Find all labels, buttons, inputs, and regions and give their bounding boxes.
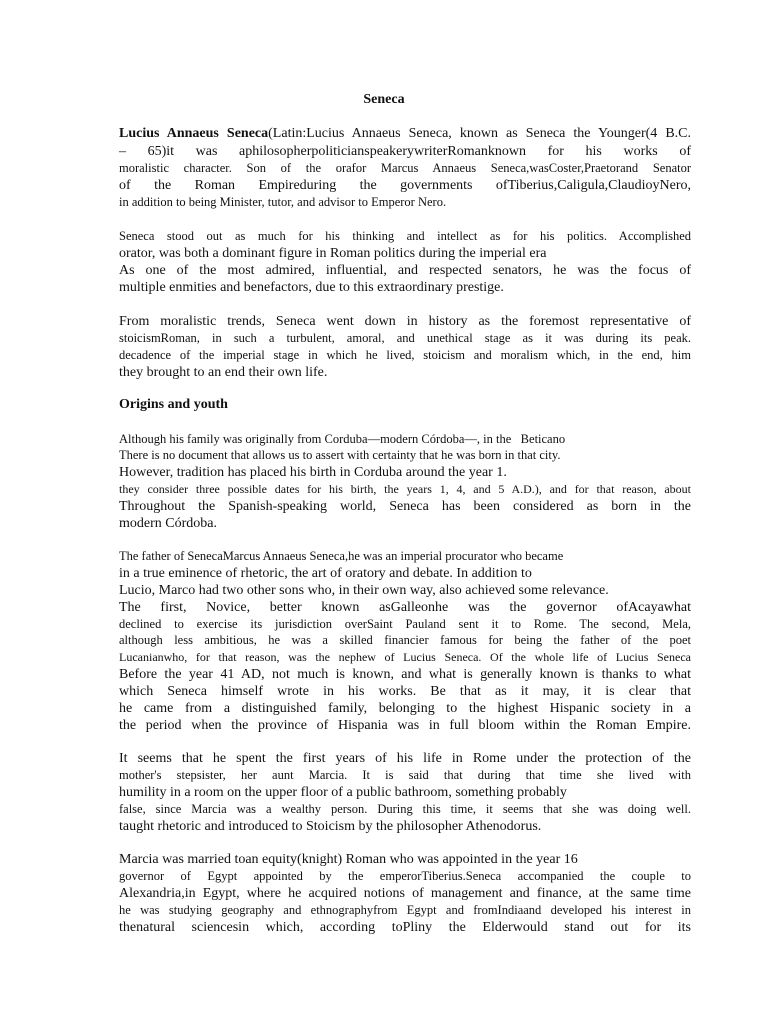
text-line: false, since Marcia was a wealthy person. During this time, it seems that she was doing well. <box>119 802 691 816</box>
text-line: Seneca stood out as much for his thinking and intellect as for his politics. Accomplished <box>119 229 691 243</box>
text-line: he came from a distinguished family, belonging to the highest Hispanic society in a <box>119 701 691 716</box>
text-line: in addition to being Minister, tutor, and advisor to Emperor Nero. <box>119 195 447 209</box>
text-line: decadence of the imperial stage in which he lived, stoicism and moralism which, in the end, him <box>119 348 691 362</box>
text-line: The father of SenecaMarcus Annaeus Seneca,he was an imperial procurator who became <box>119 549 564 563</box>
text-line: There is no document that allows us to assert with certainty that he was born in that city. <box>119 448 561 462</box>
text-line: Marcia was married toan equity(knight) Roman who was appointed in the year 16 <box>119 852 578 867</box>
text-line: The first, Novice, better known asGalleonhe was the governor ofAcayawhat <box>119 600 691 615</box>
text-line: governor of Egypt appointed by the emperorTiberius.Seneca accompanied the couple to <box>119 869 691 883</box>
text-line: they consider three possible dates for his birth, the years 1, 4, and 5 A.D.), and for that reason, about <box>119 482 691 496</box>
text-line: thenatural sciencesin which, according toPliny the Elderwould stand out for its <box>119 920 691 935</box>
text-line: Lucanianwho, for that reason, was the nephew of Lucius Seneca. Of the whole life of Lucius Seneca <box>119 650 691 664</box>
text-line: Before the year 41 AD, not much is known, and what is generally known is thanks to what <box>119 667 691 682</box>
text-line: he was studying geography and ethnographyfrom Egypt and fromIndiaand developed his interest in <box>119 903 691 917</box>
text-line: although less ambitious, he was a skilled financier famous for being the father of the poet <box>119 633 691 647</box>
text-line: However, tradition has placed his birth in Corduba around the year 1. <box>119 465 507 480</box>
text-line: As one of the most admired, influential, and respected senators, he was the focus of <box>119 263 691 278</box>
text-line: modern Córdoba. <box>119 516 217 531</box>
text-line: Lucio, Marco had two other sons who, in their own way, also achieved some relevance. <box>119 583 609 598</box>
text-line: Lucius Annaeus Seneca(Latin:Lucius Annaeus Seneca, known as Seneca the Younger(4 B.C. <box>119 126 691 141</box>
text-line: multiple enmities and benefactors, due to this extraordinary prestige. <box>119 280 504 295</box>
text-line: humility in a room on the upper floor of a public bathroom, something probably <box>119 785 567 800</box>
section-heading: Origins and youth <box>119 397 228 412</box>
text-line: moralistic character. Son of the orafor Marcus Annaeus Seneca,wasCoster,Praetorand Senator <box>119 161 691 175</box>
text-line: mother's stepsister, her aunt Marcia. It is said that during that time she lived with <box>119 768 691 782</box>
text-line: declined to exercise its jurisdiction overSaint Pauland sent it to Rome. The second, Mela, <box>119 617 691 631</box>
text-line: taught rhetoric and introduced to Stoicism by the philosopher Athenodorus. <box>119 819 542 834</box>
text-line: the period when the province of Hispania was in full bloom within the Roman Empire. <box>119 718 691 733</box>
text-line: Although his family was originally from Corduba—modern Córdoba—, in the Beticano <box>119 432 566 446</box>
text-line: they brought to an end their own life. <box>119 365 328 380</box>
text-line: Throughout the Spanish-speaking world, Seneca has been considered as born in the <box>119 499 691 514</box>
text-line: in a true eminence of rhetoric, the art of oratory and debate. In addition to <box>119 566 532 581</box>
text-line: orator, was both a dominant figure in Roman politics during the imperial era <box>119 246 547 261</box>
text-line: Alexandria,in Egypt, where he acquired notions of management and finance, at the same time <box>119 886 691 901</box>
text-line: From moralistic trends, Seneca went down in history as the foremost representative of <box>119 314 691 329</box>
subject-name: Lucius Annaeus Seneca <box>119 126 269 141</box>
text-line: It seems that he spent the first years of his life in Rome under the protection of the <box>119 751 691 766</box>
text-line: which Seneca himself wrote in his works. Be that as it may, it is clear that <box>119 684 691 699</box>
document-title: Seneca <box>363 92 405 107</box>
text-line: stoicismRoman, in such a turbulent, amoral, and unethical stage as it was during its peak. <box>119 331 691 345</box>
text-line: of the Roman Empireduring the governments ofTiberius,Caligula,ClaudioyNero, <box>119 178 691 193</box>
text-line: – 65)it was aphilosopherpoliticianspeakerywriterRomanknown for his works of <box>119 144 691 159</box>
